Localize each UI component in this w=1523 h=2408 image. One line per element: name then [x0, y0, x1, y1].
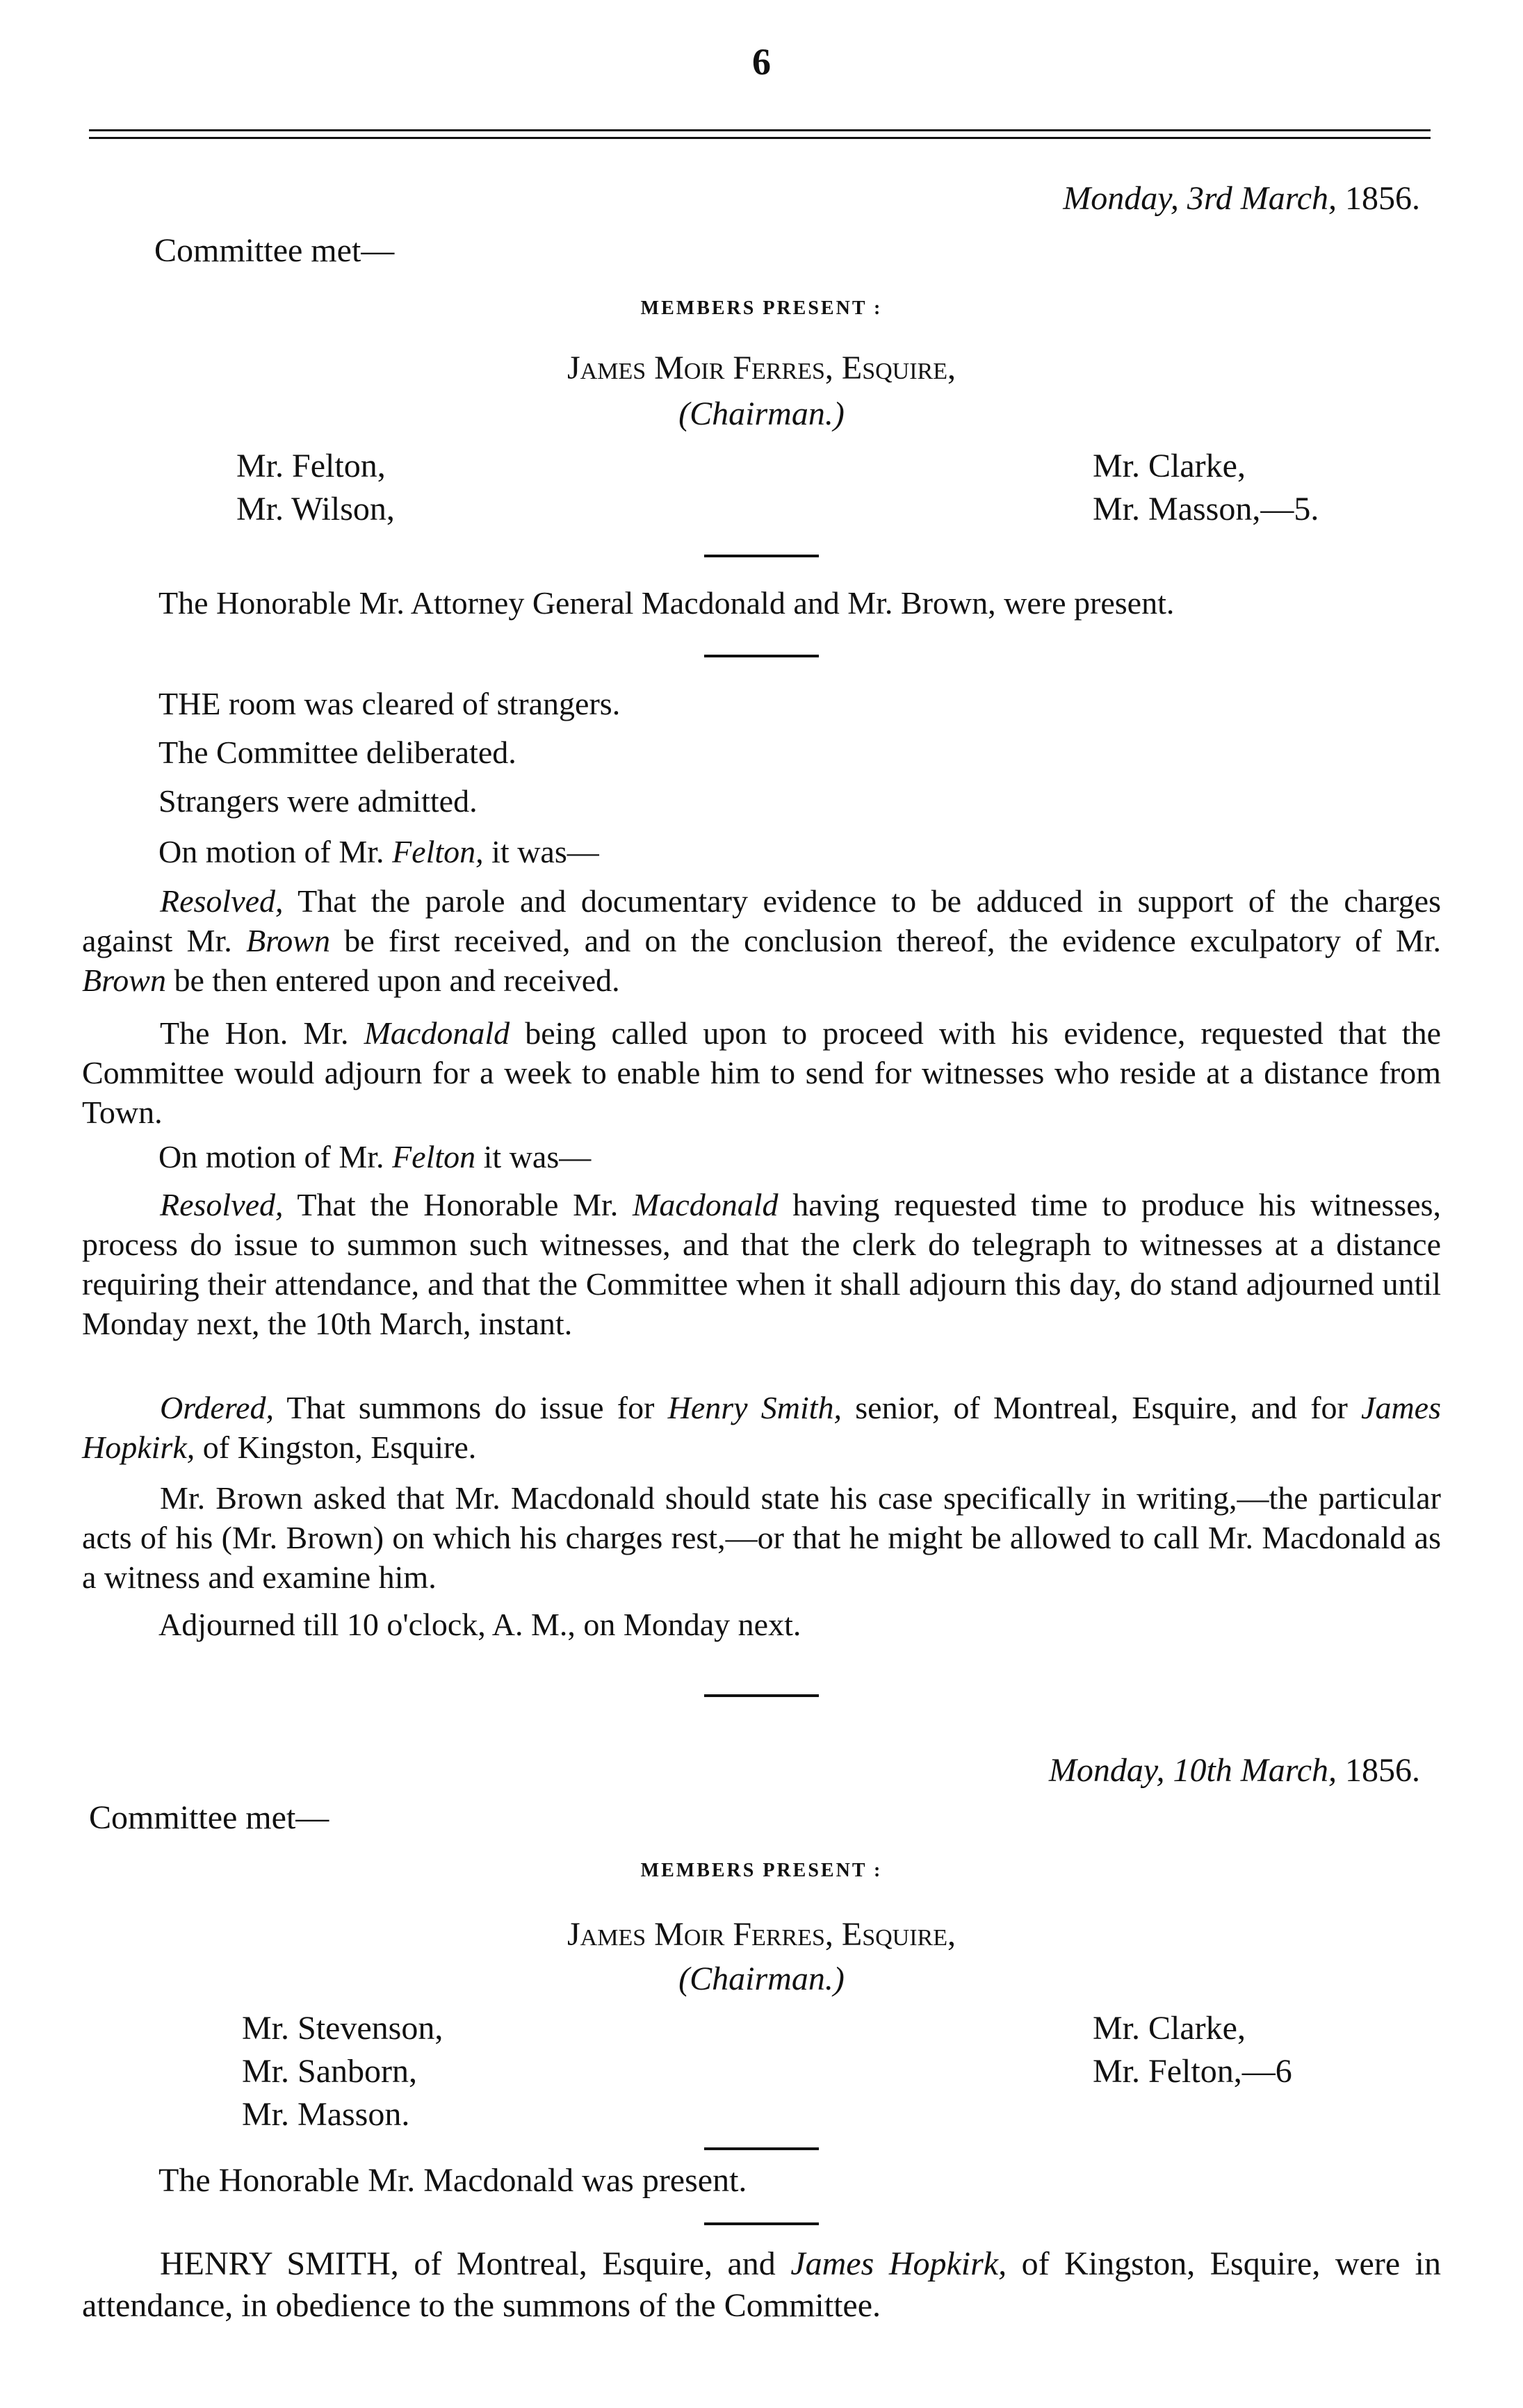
- member-name: Mr. Masson,—5.: [1093, 491, 1319, 527]
- meeting1-members-heading: MEMBERS PRESENT :: [640, 297, 883, 319]
- resolved-paragraph-1: [82, 881, 1441, 1000]
- attendance-text: of Kingston, Esquire, were in attendance, in obedience to the summons of the Committee.: [82, 2245, 1442, 2324]
- member-name: Mr. Felton,—6: [1093, 2053, 1292, 2090]
- resolved-name: Macdonald: [633, 1187, 779, 1222]
- meeting1-date-year: 1856.: [1345, 180, 1420, 217]
- motion-suffix: it was—: [483, 1139, 592, 1174]
- ordered-text: senior, of Montreal, Esquire, and for: [855, 1390, 1348, 1425]
- resolved-name: Brown: [246, 923, 330, 958]
- meeting1-chairman-role-text: (Chairman.): [678, 395, 845, 432]
- header-double-rule: [89, 129, 1431, 139]
- paragraph-name: Macdonald: [364, 1015, 510, 1051]
- meeting2-members-heading: MEMBERS PRESENT :: [640, 1860, 883, 1881]
- section-divider: [704, 2222, 819, 2225]
- resolved-text: having requested time to produce his witnesses, process do issue to summon such witnesses, and that the clerk do telegraph to witnesses at a distance requiring their attendance, and that the Committee when it shall adjourn this day, do stand adjourned until Monday next, the 10th March, instant.: [82, 1187, 1442, 1341]
- ordered-name: Henry Smith,: [667, 1390, 842, 1425]
- meeting1-date: [1063, 179, 1420, 218]
- meeting1-members-left: [236, 445, 395, 531]
- meeting1-members-right: [1093, 445, 1319, 531]
- attendance-name: James Hopkirk,: [790, 2245, 1007, 2282]
- ordered-text: of Kingston, Esquire.: [202, 1430, 477, 1465]
- meeting1-date-prefix: Monday, 3rd March,: [1063, 180, 1337, 217]
- resolved-text: That the Honorable Mr.: [297, 1187, 619, 1222]
- paragraph-text: The Hon. Mr.: [160, 1015, 349, 1051]
- adjourned-line: Adjourned till 10 o'clock, A. M., on Monday next.: [158, 1607, 801, 1642]
- resolved-name: Brown: [82, 963, 166, 998]
- meeting2-committee-met: Committee met—: [89, 1799, 329, 1836]
- paragraph-text: being called upon to proceed with his evidence, requested that the Committee would adjourn for a week to enable him to send for witnesses who reside at a distance from Town.: [82, 1015, 1441, 1130]
- member-name: Mr. Masson.: [242, 2096, 410, 2133]
- meeting1-chairman-role: [0, 395, 1523, 433]
- meeting1-chairman-name: James Moir Ferres, Esquire,: [567, 350, 956, 386]
- section-divider: [704, 655, 819, 657]
- ordered-name: James Hopkirk,: [82, 1390, 1442, 1465]
- page-number: 6: [752, 41, 771, 83]
- meeting2-chairman-name: James Moir Ferres, Esquire,: [567, 1916, 956, 1953]
- meeting2-members-left: [242, 2007, 443, 2136]
- section-divider: [704, 555, 819, 557]
- member-name: Mr. Felton,: [236, 448, 386, 484]
- attendance-paragraph: [82, 2243, 1441, 2327]
- section-divider: [704, 2147, 819, 2150]
- proceeding-line: Strangers were admitted.: [158, 783, 478, 819]
- motion-line-1: [158, 833, 599, 871]
- proceeding-line: The Committee deliberated.: [158, 735, 516, 770]
- meeting2-present-line: The Honorable Mr. Macdonald was present.: [158, 2162, 747, 2199]
- member-name: Mr. Sanborn,: [242, 2053, 417, 2090]
- member-name: Mr. Clarke,: [1093, 2010, 1246, 2047]
- member-name: Mr. Stevenson,: [242, 2010, 443, 2047]
- meeting2-chairman-role: [0, 1960, 1523, 1998]
- brown-request-paragraph: Mr. Brown asked that Mr. Macdonald should state his case specifically in writing,—the particular acts of his (Mr. Brown) on which his charges rest,—or that he might be allowed to call Mr. Macdonald as a witness and examine him.: [82, 1480, 1441, 1595]
- motion-line-2: [158, 1138, 591, 1177]
- motion-suffix: it was—: [491, 834, 599, 869]
- motion-name: Felton: [392, 1139, 476, 1174]
- resolved-word: Resolved,: [160, 883, 284, 919]
- hon-macdonald-paragraph: [82, 1013, 1441, 1132]
- meeting-divider: [704, 1694, 819, 1697]
- resolved-text: be first received, and on the conclusion thereof, the evidence exculpatory of Mr.: [344, 923, 1442, 958]
- motion-prefix: On motion of Mr.: [158, 834, 384, 869]
- meeting2-chairman-role-text: (Chairman.): [678, 1960, 845, 1997]
- attendance-text: HENRY SMITH, of Montreal, Esquire, and: [160, 2245, 776, 2282]
- ordered-text: That summons do issue for: [286, 1390, 655, 1425]
- meeting2-date: [1049, 1751, 1420, 1789]
- ordered-paragraph: [82, 1388, 1441, 1467]
- meeting1-committee-met: Committee met—: [154, 232, 395, 269]
- meeting1-present-line: The Honorable Mr. Attorney General Macdonald and Mr. Brown, were present.: [158, 585, 1175, 621]
- meeting2-date-year: 1856.: [1345, 1752, 1420, 1789]
- proceeding-line: THE room was cleared of strangers.: [158, 686, 621, 721]
- resolved-text: That the parole and documentary evidence to be adduced in support of the charges against Mr.: [82, 883, 1441, 958]
- ordered-word: Ordered,: [160, 1390, 274, 1425]
- member-name: Mr. Wilson,: [236, 491, 395, 527]
- motion-name: Felton,: [392, 834, 484, 869]
- resolved-text: be then entered upon and received.: [174, 963, 620, 998]
- motion-prefix: On motion of Mr.: [158, 1139, 384, 1174]
- meeting2-members-right: [1093, 2007, 1292, 2093]
- meeting2-date-prefix: Monday, 10th March,: [1048, 1752, 1337, 1789]
- resolved-word: Resolved,: [160, 1187, 284, 1222]
- resolved-paragraph-2: [82, 1185, 1441, 1343]
- member-name: Mr. Clarke,: [1093, 448, 1246, 484]
